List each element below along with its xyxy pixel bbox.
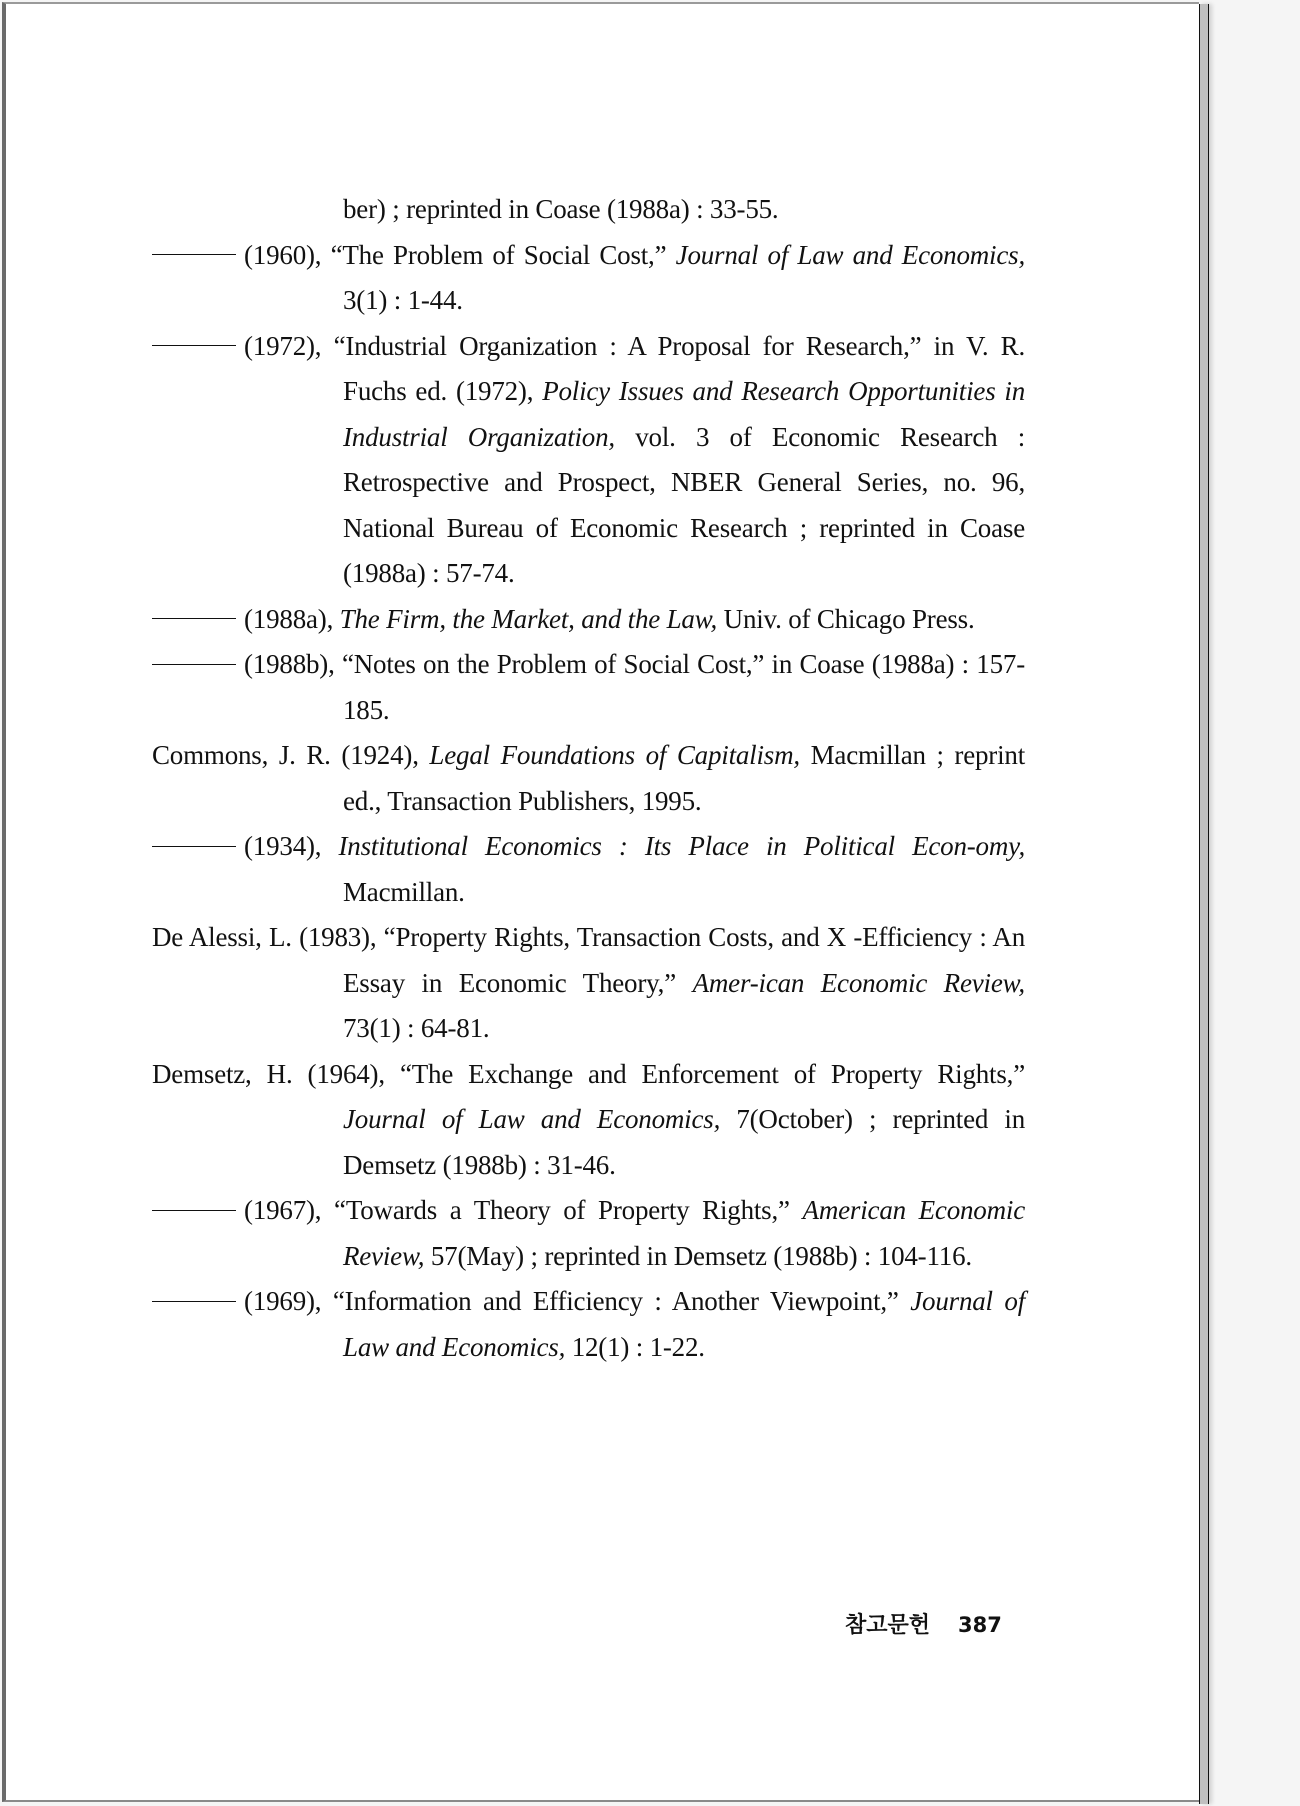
reference-title-italic: Policy Issues and Research Opportunities in Industrial Organization,	[343, 376, 1026, 452]
reference-text: (1969), “Information and Efficiency : Another Viewpoint,”	[244, 1286, 911, 1316]
reference-text: 57(May) ; reprinted in Demsetz (1988b) : 104-116.	[424, 1240, 972, 1271]
reference-text: De Alessi, L. (1983), “Property Rights, Transaction Costs, and X -Efficiency : An Essay in Economic Theory,”	[152, 922, 1025, 998]
reference-text: vol. 3 of Economic Research : Retrospective and Prospect, NBER General Series, no. 96, National Bureau of Economic Research ; reprinted in Coase (1988a) : 57-74.	[343, 421, 1025, 588]
reference-title-italic: Journal of Law and Economics,	[343, 1104, 721, 1134]
reference-entry	[152, 597, 1025, 643]
reference-text: (1988a),	[244, 603, 340, 634]
reference-title-italic: American Economic Review,	[343, 1195, 1025, 1271]
reference-title-italic: Journal of Law and Economics,	[343, 1286, 1025, 1362]
reference-entry	[152, 733, 1025, 824]
page-number: 387	[958, 1613, 1002, 1637]
same-author-dash	[152, 1210, 236, 1212]
reference-text: 7(October) ; reprinted in Demsetz (1988b) : 31-46.	[343, 1104, 1026, 1180]
reference-title-italic: Journal of Law and Economics,	[675, 239, 1026, 270]
reference-text: (1972), “Industrial Organization : A Proposal for Research,” in V. R. Fuchs ed. (1972),	[244, 330, 1025, 406]
reference-text: Commons, J. R. (1924),	[152, 740, 430, 770]
reference-text: Macmillan.	[343, 876, 465, 907]
reference-text: (1934),	[244, 831, 339, 861]
page-edge-shadow	[1199, 4, 1209, 1804]
reference-entry	[152, 915, 1025, 1052]
reference-entry	[152, 1188, 1025, 1279]
reference-entry	[152, 1052, 1025, 1189]
same-author-dash	[152, 254, 236, 256]
reference-text: Macmillan ; reprint ed., Transaction Publishers, 1995.	[343, 740, 1025, 816]
reference-text: (1960), “The Problem of Social Cost,”	[244, 239, 676, 270]
reference-entry	[152, 324, 1025, 597]
running-section-title: 참고문헌	[845, 1613, 931, 1638]
reference-entry	[152, 1279, 1025, 1370]
reference-text: Demsetz, H. (1964), “The Exchange and Enforcement of Property Rights,”	[152, 1058, 1025, 1089]
reference-text: (1967), “Towards a Theory of Property Rights,”	[244, 1195, 803, 1225]
reference-title-italic: Amer-ican Economic Review,	[692, 967, 1025, 998]
reference-title-italic: Legal Foundations of Capitalism,	[429, 740, 800, 770]
reference-entry	[152, 233, 1025, 324]
reference-text: 12(1) : 1-22.	[565, 1331, 705, 1362]
reference-entry	[152, 642, 1025, 733]
reference-text: ber) ; reprinted in Coase (1988a) : 33-55.	[343, 194, 779, 224]
reference-title-italic: The Firm, the Market, and the Law,	[339, 603, 718, 634]
reference-list	[152, 187, 1025, 1370]
reference-title-italic: Institutional Economics : Its Place in Political Econ-omy,	[338, 831, 1025, 861]
reference-text: 73(1) : 64-81.	[343, 1013, 490, 1043]
same-author-dash	[152, 1301, 236, 1303]
same-author-dash	[152, 618, 236, 620]
reference-text: Univ. of Chicago Press.	[717, 603, 975, 634]
reference-entry	[152, 824, 1025, 915]
reference-text: (1988b), “Notes on the Problem of Social Cost,” in Coase (1988a) : 157-185.	[244, 649, 1025, 725]
same-author-dash	[152, 664, 236, 666]
reference-text: 3(1) : 1-44.	[343, 285, 463, 315]
same-author-dash	[152, 345, 236, 347]
same-author-dash	[152, 846, 236, 848]
reference-entry-continuation	[152, 187, 1025, 233]
page-footer	[845, 1608, 1002, 1639]
